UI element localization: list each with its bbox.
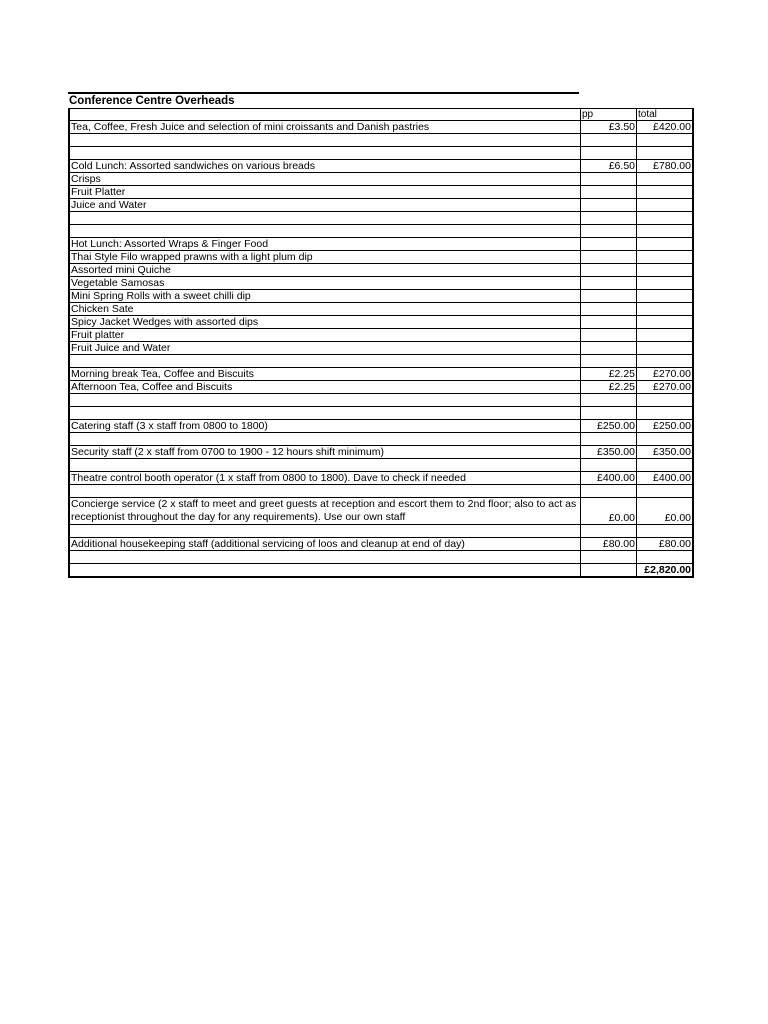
item-total: £350.00 — [637, 446, 694, 459]
table-row — [69, 186, 693, 199]
item-total — [637, 407, 694, 420]
item-description — [69, 355, 581, 368]
item-total — [637, 212, 694, 225]
item-total: £80.00 — [637, 538, 694, 551]
item-description: Thai Style Filo wrapped prawns with a light plum dip — [69, 251, 581, 264]
item-pp — [581, 303, 637, 316]
table-row — [69, 173, 693, 186]
item-total — [637, 342, 694, 355]
item-description: Additional housekeeping staff (additional servicing of loos and cleanup at end of day) — [69, 538, 581, 551]
table-row — [69, 525, 693, 538]
table-row — [69, 538, 693, 551]
item-description: Vegetable Samosas — [69, 277, 581, 290]
table-row — [69, 303, 693, 316]
item-total — [637, 303, 694, 316]
item-total — [637, 355, 694, 368]
item-description: Juice and Water — [69, 199, 581, 212]
item-pp — [581, 238, 637, 251]
table-row — [69, 225, 693, 238]
table-row — [69, 459, 693, 472]
item-description: Crisps — [69, 173, 581, 186]
item-description: Theatre control booth operator (1 x staff from 0800 to 1800). Dave to check if needed — [69, 472, 581, 485]
item-pp — [581, 173, 637, 186]
table-row — [69, 251, 693, 264]
item-description — [69, 134, 581, 147]
item-pp — [581, 264, 637, 277]
item-total — [637, 394, 694, 407]
header-description — [69, 109, 581, 121]
item-total: £270.00 — [637, 381, 694, 394]
item-description: Assorted mini Quiche — [69, 264, 581, 277]
item-total — [637, 173, 694, 186]
item-description: Chicken Sate — [69, 303, 581, 316]
item-total — [637, 238, 694, 251]
item-total — [637, 199, 694, 212]
item-total — [637, 277, 694, 290]
item-total — [637, 290, 694, 303]
item-description — [69, 147, 581, 160]
item-pp — [581, 394, 637, 407]
item-pp — [581, 277, 637, 290]
item-description — [69, 212, 581, 225]
item-pp — [581, 134, 637, 147]
table-row — [69, 368, 693, 381]
item-pp — [581, 407, 637, 420]
table-row — [69, 264, 693, 277]
table-row — [69, 420, 693, 433]
item-description — [69, 485, 581, 498]
table-row — [69, 355, 693, 368]
table-row — [69, 446, 693, 459]
item-total — [637, 186, 694, 199]
item-total — [637, 459, 694, 472]
item-description — [69, 394, 581, 407]
item-pp — [581, 564, 637, 578]
table-row — [69, 381, 693, 394]
item-total — [637, 316, 694, 329]
item-pp — [581, 199, 637, 212]
item-pp — [581, 329, 637, 342]
item-total — [637, 225, 694, 238]
item-pp: £6.50 — [581, 160, 637, 173]
overheads-table — [68, 108, 694, 578]
item-description — [69, 407, 581, 420]
item-total — [637, 433, 694, 446]
table-row — [69, 394, 693, 407]
item-pp — [581, 316, 637, 329]
item-total — [637, 147, 694, 160]
item-total: £0.00 — [637, 498, 694, 525]
item-description: Fruit Juice and Water — [69, 342, 581, 355]
item-pp — [581, 186, 637, 199]
item-pp — [581, 290, 637, 303]
item-description — [69, 225, 581, 238]
item-pp — [581, 212, 637, 225]
table-row — [69, 199, 693, 212]
item-pp: £2.25 — [581, 368, 637, 381]
header-pp: pp — [581, 109, 637, 121]
item-pp: £3.50 — [581, 121, 637, 134]
item-pp — [581, 147, 637, 160]
table-row — [69, 238, 693, 251]
item-total: £270.00 — [637, 368, 694, 381]
sheet-title: Conference Centre Overheads — [68, 92, 579, 108]
item-description: Mini Spring Rolls with a sweet chilli dip — [69, 290, 581, 303]
item-pp — [581, 342, 637, 355]
item-description: Morning break Tea, Coffee and Biscuits — [69, 368, 581, 381]
item-description: Cold Lunch: Assorted sandwiches on various breads — [69, 160, 581, 173]
item-total — [637, 329, 694, 342]
table-row — [69, 551, 693, 564]
table-row — [69, 277, 693, 290]
item-pp — [581, 225, 637, 238]
item-pp — [581, 433, 637, 446]
item-pp — [581, 251, 637, 264]
item-pp: £250.00 — [581, 420, 637, 433]
item-total: £400.00 — [637, 472, 694, 485]
spreadsheet — [68, 92, 693, 578]
item-description — [69, 564, 581, 578]
item-description: Fruit Platter — [69, 186, 581, 199]
table-row — [69, 329, 693, 342]
table-row — [69, 121, 693, 134]
item-pp: £80.00 — [581, 538, 637, 551]
item-pp — [581, 355, 637, 368]
table-row — [69, 212, 693, 225]
table-row — [69, 160, 693, 173]
item-total: £780.00 — [637, 160, 694, 173]
item-description: Security staff (2 x staff from 0700 to 1900 - 12 hours shift minimum) — [69, 446, 581, 459]
table-row — [69, 485, 693, 498]
item-description — [69, 551, 581, 564]
item-description — [69, 433, 581, 446]
item-description: Tea, Coffee, Fresh Juice and selection of mini croissants and Danish pastries — [69, 121, 581, 134]
item-total — [637, 264, 694, 277]
item-total — [637, 134, 694, 147]
table-row — [69, 407, 693, 420]
item-total: £250.00 — [637, 420, 694, 433]
item-pp: £350.00 — [581, 446, 637, 459]
header-total: total — [637, 109, 694, 121]
item-total — [637, 251, 694, 264]
item-pp: £400.00 — [581, 472, 637, 485]
item-description — [69, 459, 581, 472]
item-description: Catering staff (3 x staff from 0800 to 1800) — [69, 420, 581, 433]
item-description: Fruit platter — [69, 329, 581, 342]
table-row — [69, 147, 693, 160]
item-description: Concierge service (2 x staff to meet and greet guests at reception and escort them to 2nd floor; also to act as receptionist throughout the day for any requirements). Use our own staff — [69, 498, 581, 525]
item-total — [637, 485, 694, 498]
table-row — [69, 472, 693, 485]
item-pp — [581, 551, 637, 564]
item-description: Hot Lunch: Assorted Wraps & Finger Food — [69, 238, 581, 251]
table-row — [69, 316, 693, 329]
item-pp — [581, 525, 637, 538]
table-row — [69, 342, 693, 355]
grand-total: £2,820.00 — [637, 564, 694, 578]
item-pp — [581, 485, 637, 498]
item-pp: £2.25 — [581, 381, 637, 394]
item-total — [637, 525, 694, 538]
item-total: £420.00 — [637, 121, 694, 134]
item-pp — [581, 459, 637, 472]
item-total — [637, 551, 694, 564]
header-row — [69, 109, 693, 121]
item-description — [69, 525, 581, 538]
table-row — [69, 433, 693, 446]
item-description: Afternoon Tea, Coffee and Biscuits — [69, 381, 581, 394]
table-row — [69, 290, 693, 303]
table-row — [69, 498, 693, 525]
item-pp: £0.00 — [581, 498, 637, 525]
table-row — [69, 134, 693, 147]
table-row — [69, 564, 693, 578]
item-description: Spicy Jacket Wedges with assorted dips — [69, 316, 581, 329]
